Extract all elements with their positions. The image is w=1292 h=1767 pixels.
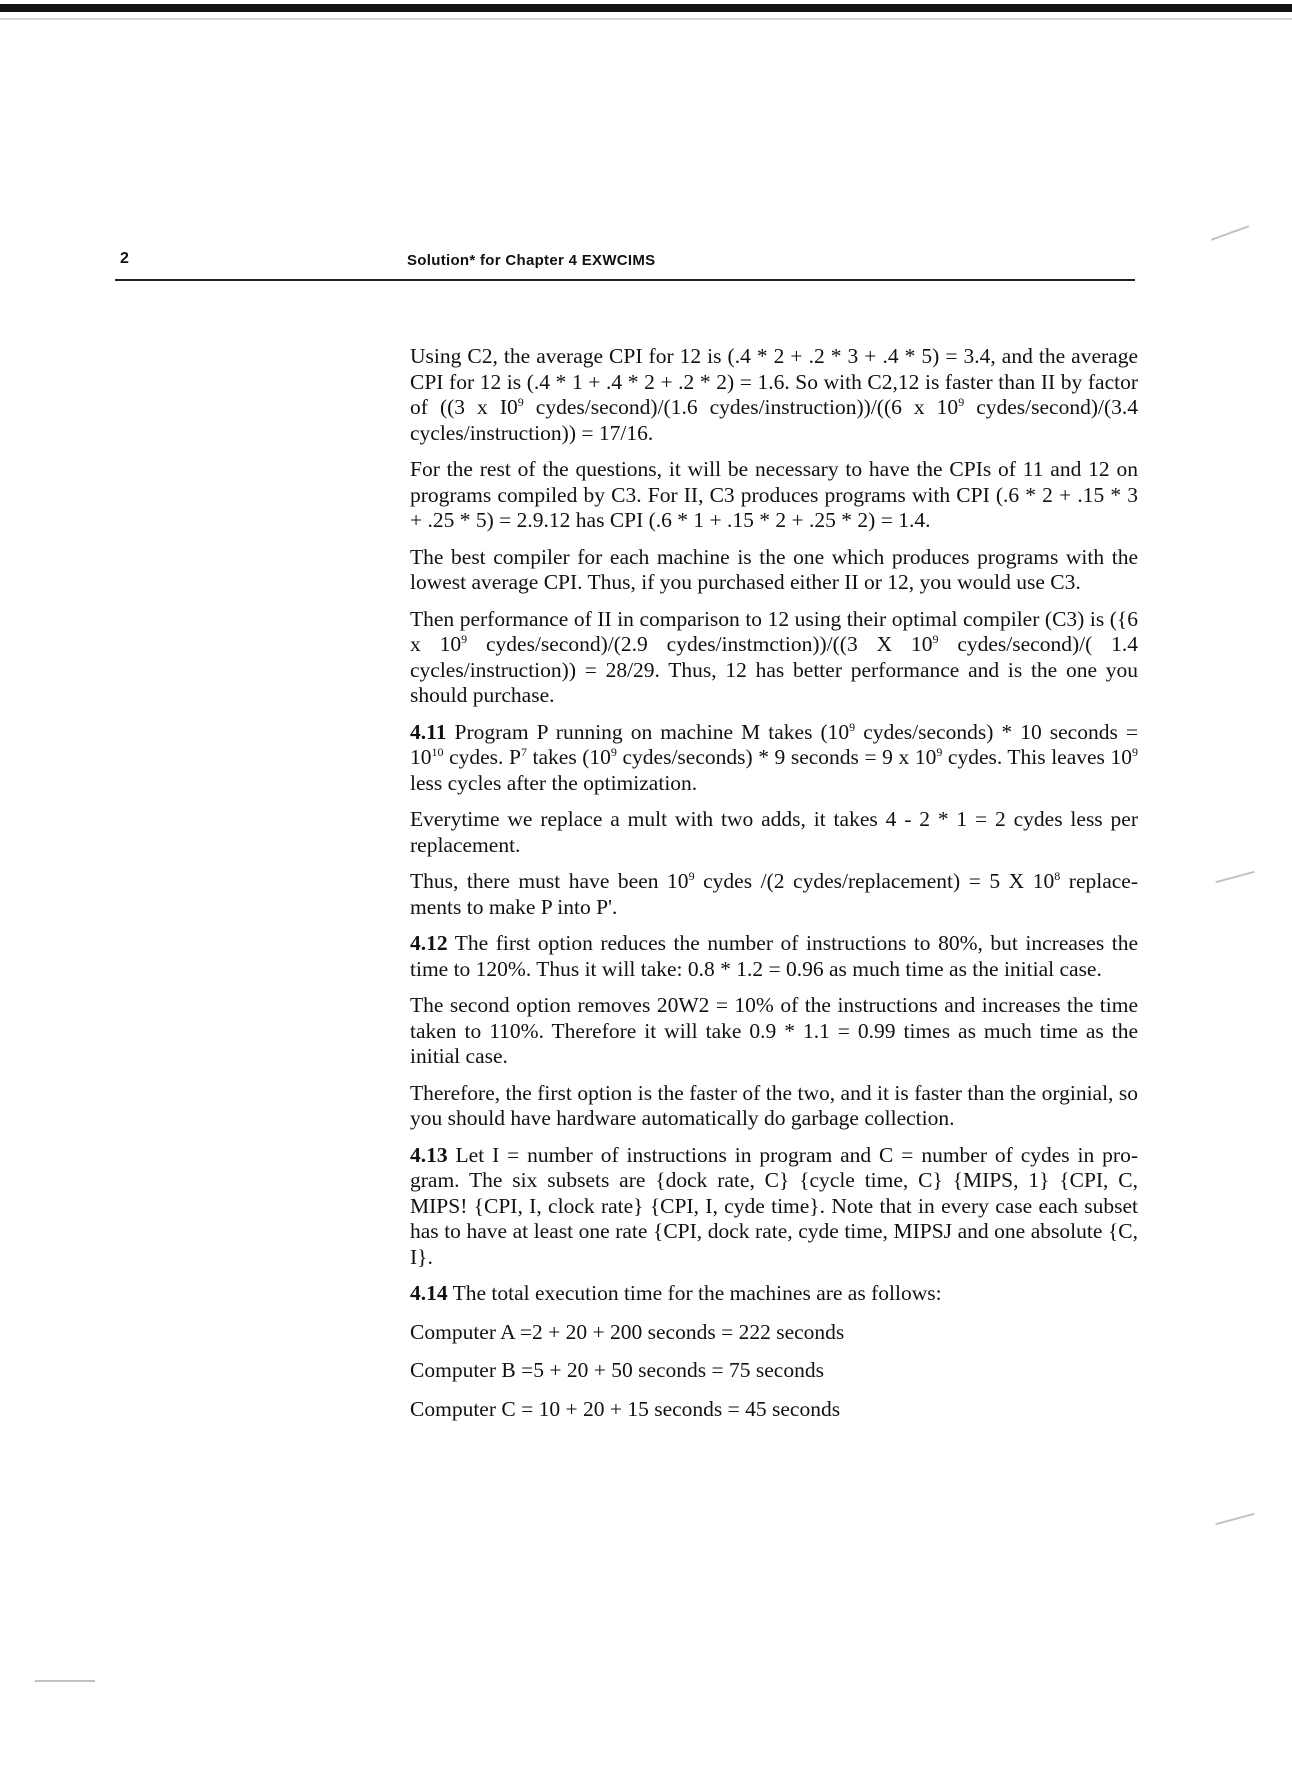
text-run: Using C2, the average CPI for 12 is (.4 * 2 + .2 * 3 + .4 * 5) = 3.4, and the average CPI for 12 is (.4 * 1 + .4 * 2 + .2 * 2) = 1.6. So with C2,12 is faster than II by factor of ((3 x I0 bbox=[410, 344, 1138, 419]
paragraph bbox=[410, 931, 1138, 982]
superscript: 9 bbox=[958, 394, 965, 409]
paragraph bbox=[410, 1281, 1138, 1307]
superscript: 8 bbox=[1054, 868, 1061, 883]
superscript: 9 bbox=[461, 631, 468, 646]
exercise-number: 4.13 bbox=[410, 1142, 448, 1167]
computer-b-line: Computer B =5 + 20 + 50 seconds = 75 seconds bbox=[410, 1358, 824, 1382]
superscript: 9 bbox=[932, 631, 939, 646]
margin-mark bbox=[1211, 225, 1249, 241]
text-run: Then performance of II in comparison to 12 using their optimal compiler (C3) is ({6 x 10 bbox=[410, 606, 1138, 656]
paragraph bbox=[410, 869, 1138, 920]
page-number: 2 bbox=[120, 250, 129, 267]
superscript: 10 bbox=[431, 744, 444, 759]
running-header-title: Solution* for Chapter 4 EXWCIMS bbox=[407, 252, 656, 269]
text-run: Thus, there must have been 10 bbox=[410, 869, 689, 893]
text-run: The total execution time for the machines are as follows: bbox=[447, 1281, 942, 1305]
superscript: 7 bbox=[520, 744, 527, 759]
top-scan-rule bbox=[0, 4, 1292, 12]
text-run: cydes/second)/(1.6 cydes/instruction))/((6 x 10 bbox=[523, 395, 959, 419]
superscript: 9 bbox=[610, 744, 617, 759]
paragraph bbox=[410, 607, 1138, 709]
header-rule bbox=[115, 279, 1135, 281]
text-run: takes (10 bbox=[526, 745, 611, 769]
text-run: cydes. This leaves 10 bbox=[942, 745, 1132, 769]
top-scan-rule-secondary bbox=[0, 18, 1292, 20]
exercise-number: 4.11 bbox=[410, 719, 447, 744]
text-run: less cycles after the optimization. bbox=[410, 770, 698, 795]
superscript: 9 bbox=[936, 744, 943, 759]
text-run: cydes/second)/( 1.4 cycles/instruction)) = 28/29. Thus, 12 has better performance and is the one you should purchase. bbox=[410, 632, 1139, 707]
exercise-number: 4.14 bbox=[410, 1281, 448, 1305]
paragraph bbox=[410, 1143, 1138, 1271]
paragraph bbox=[410, 720, 1138, 797]
exercise-number: 4.12 bbox=[410, 931, 448, 955]
document-body bbox=[410, 344, 1138, 1433]
superscript: 9 bbox=[1132, 744, 1138, 759]
superscript: 9 bbox=[688, 868, 695, 883]
paragraph: For the rest of the questions, it will be necessary to have the CPIs of 11 and 12 on programs compiled by C3. For II, C3 produces programs with CPI (.6 * 2 + .15 * 3 + .25 * 5) = 2.9.12 has CPI (.6 * 1 + .15 * 2 + .25 * 2) = 1.4. bbox=[410, 457, 1138, 532]
paragraph: Therefore, the first option is the faster of the two, and it is faster than the orginial, so you should have hardware automatically do garbage collection. bbox=[410, 1080, 1138, 1130]
paragraph: The best compiler for each machine is the one which produces programs with the lowest average CPI. Thus, if you purchased either II or 12, you would use C3. bbox=[410, 544, 1138, 594]
paragraph: The second option removes 20W2 = 10% of the instructions and increases the time taken to 110%. Therefore it will take 0.9 * 1.1 = 0.99 times as much time as the initial case. bbox=[410, 993, 1138, 1068]
text-run: replace-ments to make P into P'. bbox=[410, 869, 1139, 919]
computer-a-line: Computer A =2 + 20 + 200 seconds = 222 seconds bbox=[410, 1319, 845, 1344]
text-run: cydes/seconds) * 10 seconds = 10 bbox=[410, 719, 1138, 769]
paragraph: Everytime we replace a mult with two adds, it takes 4 - 2 * 1 = 2 cydes less per replacement. bbox=[410, 807, 1138, 857]
text-run: The first option reduces the number of instructions to 80%, but increases the time to 120%. Thus it will take: 0.8 * 1.2 = 0.96 as much time as the initial case. bbox=[410, 931, 1138, 981]
text-run: cydes /(2 cydes/replacement) = 5 X 10 bbox=[694, 869, 1055, 893]
margin-mark bbox=[1215, 871, 1254, 883]
computer-c-line: Computer C = 10 + 20 + 15 seconds = 45 seconds bbox=[410, 1396, 841, 1421]
superscript: 9 bbox=[849, 719, 856, 734]
text-run: Program P running on machine M takes (10 bbox=[446, 719, 850, 744]
text-run: cydes/second)/(2.9 cydes/instmction))/((3 X 10 bbox=[467, 632, 933, 656]
text-run: cydes/seconds) * 9 seconds = 9 x 10 bbox=[616, 745, 937, 769]
paragraph bbox=[410, 344, 1138, 446]
superscript: 9 bbox=[517, 394, 524, 409]
text-run: cydes/second)/(3.4 cycles/instruction)) = 17/16. bbox=[410, 395, 1139, 445]
text-run: cydes. P bbox=[443, 745, 521, 769]
margin-mark bbox=[1215, 1513, 1254, 1525]
margin-mark bbox=[35, 1680, 95, 1682]
text-run: Let I = number of instructions in program and C = number of cydes in pro-gram. The six subsets are {dock rate, C} {cycle time, C} {MIPS, 1} {CPI, C, MIPS! {CPI, I, clock rate} {CPI, I, cyde time}. Note that in every case each subset has to have at least one rate {CPI, dock rate, cyde time, MIPSJ and one absolute {C, I}. bbox=[410, 1142, 1138, 1269]
